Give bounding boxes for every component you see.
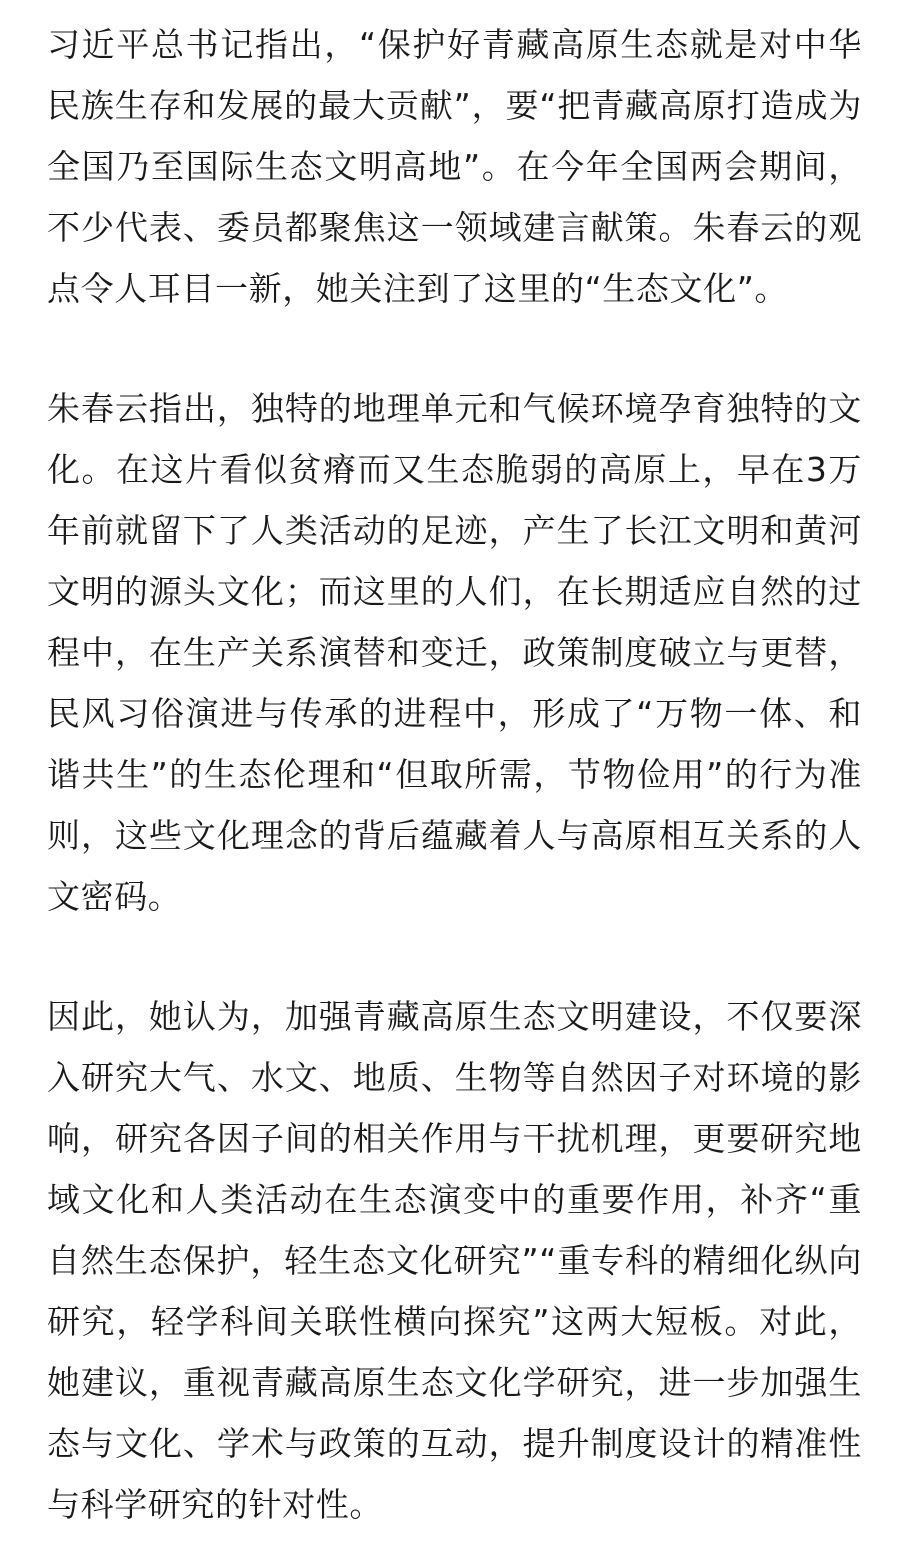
paragraph-1: 习近平总书记指出，“保护好青藏高原生态就是对中华民族生存和发展的最大贡献”，要“把青藏高原打造成为全国乃至国际生态文明高地”。在今年全国两会期间，不少代表、委员都聚焦这一领域建言献策。朱春云的观点令人耳目一新，她关注到了这里的“生态文化”。 (47, 25, 862, 308)
paragraph-2: 朱春云指出，独特的地理单元和气候环境孕育独特的文化。在这片看似贫瘠而又生态脆弱的高原上，早在3万年前就留下了人类活动的足迹，产生了长江文明和黄河文明的源头文化；而这里的人们，在长期适应自然的过程中，在生产关系演替和变迁，政策制度破立与更替，民风习俗演进与传承的进程中，形成了“万物一体、和谐共生”的生态伦理和“但取所需，节物俭用”的行为准则，这些文化理念的背后蕴藏着人与高原相互关系的人文密码。 (47, 389, 862, 916)
paragraph-3: 因此，她认为，加强青藏高原生态文明建设，不仅要深入研究大气、水文、地质、生物等自然因子对环境的影响，研究各因子间的相关作用与干扰机理，更要研究地域文化和人类活动在生态演变中的重要作用，补齐“重自然生态保护，轻生态文化研究”“重专科的精细化纵向研究，轻学科间关联性横向探究”这两大短板。对此，她建议，重视青藏高原生态文化学研究，进一步加强生态与文化、学术与政策的互动，提升制度设计的精准性与科学研究的针对性。 (47, 997, 862, 1524)
